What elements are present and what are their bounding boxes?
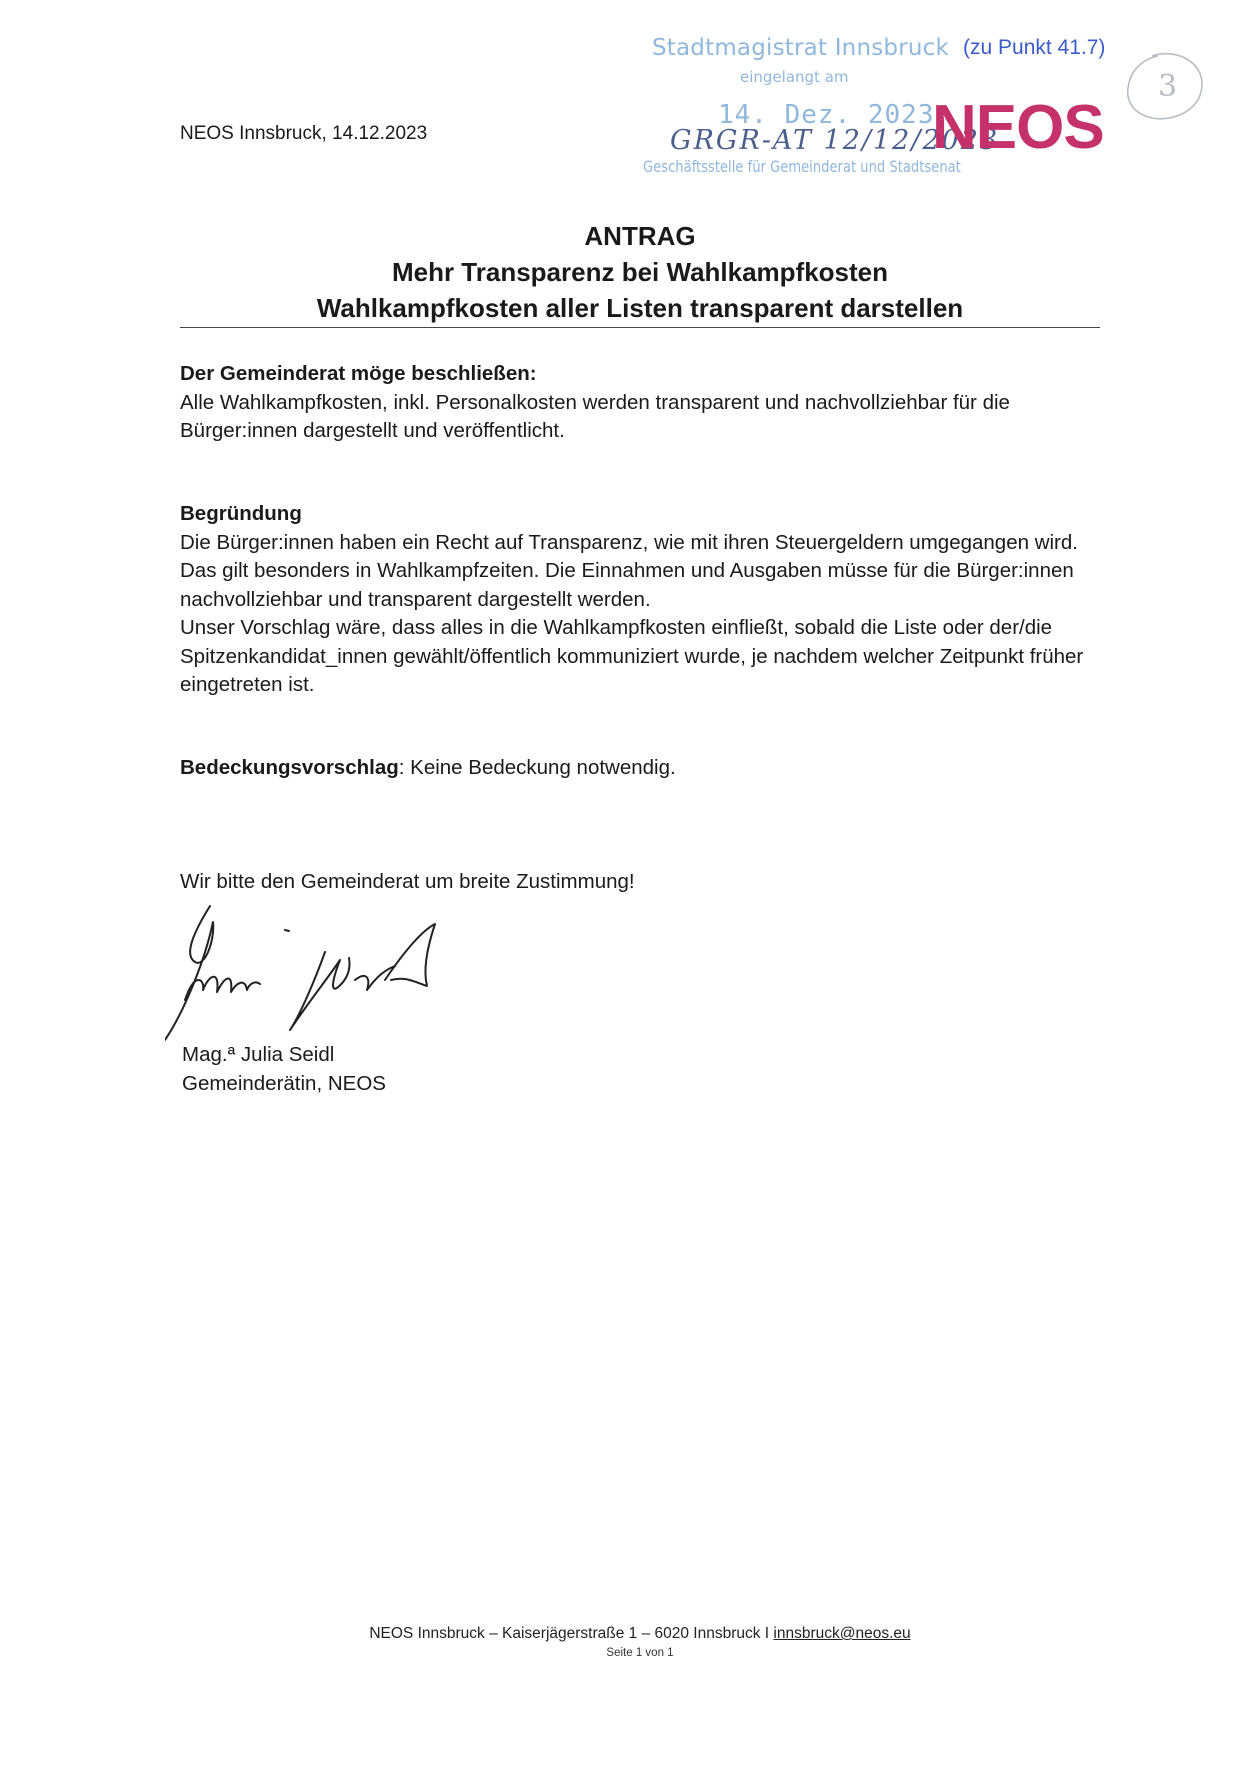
signer-role: Gemeinderätin, NEOS [182, 1072, 386, 1095]
signer-name: Mag.ª Julia Seidl [182, 1043, 335, 1066]
signature-icon [165, 900, 505, 1050]
title-divider [180, 327, 1100, 328]
stamp-organization: Stadtmagistrat Innsbruck [652, 35, 950, 61]
stamp-received-label: eingelangt am [740, 68, 849, 86]
page-number-mark: 3 [1158, 69, 1178, 104]
reasoning-section [180, 500, 1110, 700]
stamp-date: 14. Dez. 2023 [718, 100, 935, 130]
signer-block [182, 1040, 386, 1098]
agenda-reference: (zu Punkt 41.7) [963, 36, 1106, 59]
document-date: NEOS Innsbruck, 14.12.2023 [180, 123, 428, 144]
coverage-label: Bedeckungsvorschlag [180, 756, 399, 779]
motion-section [180, 360, 1110, 446]
reasoning-heading: Begründung [180, 502, 302, 525]
page-number-circle-icon [1122, 48, 1206, 126]
coverage-section [180, 754, 1110, 783]
neos-logo: NEOS [932, 93, 1104, 162]
title-line-2: Wahlkampfkosten aller Listen transparent darstellen [316, 293, 964, 323]
stamp-office: Geschäftsstelle für Gemeinderat und Stadtsenat [643, 157, 961, 176]
stamp-handwritten-reference: GRGR-AT 12/12/2023 [670, 125, 1000, 156]
document-type: ANTRAG [584, 221, 696, 251]
motion-heading: Der Gemeinderat möge beschließen: [180, 362, 537, 385]
page-number: Seite 1 von 1 [606, 1647, 674, 1659]
coverage-text: : Keine Bedeckung notwendig. [398, 756, 676, 779]
reasoning-paragraph-2: Unser Vorschlag wäre, dass alles in die Wahlkampfkosten einfließt, sobald die Liste oder der/die Spitzenkandidat_innen gewählt/öffentlich kommuniziert wurde, je nachdem welcher Zeitpunkt früher eingetreten ist. [180, 616, 1084, 696]
footer-address [180, 1625, 1100, 1643]
title-line-1: Mehr Transparenz bei Wahlkampfkosten [391, 257, 889, 287]
title-block [180, 218, 1100, 326]
footer-email-link[interactable]: innsbruck@neos.eu [773, 1625, 911, 1642]
closing-line: Wir bitte den Gemeinderat um breite Zustimmung! [180, 870, 635, 893]
footer-address-text: NEOS Innsbruck – Kaiserjägerstraße 1 – 6020 Innsbruck I [369, 1625, 774, 1642]
motion-text: Alle Wahlkampfkosten, inkl. Personalkosten werden transparent und nachvollziehbar für die Bürger:innen dargestellt und veröffentlicht. [180, 390, 1010, 442]
reasoning-paragraph-1: Die Bürger:innen haben ein Recht auf Transparenz, wie mit ihren Steuergeldern umgegangen wird. Das gilt besonders in Wahlkampfzeiten. Die Einnahmen und Ausgaben müsse für die Bürger:innen nachvollziehbar und transparent dargestellt werden. [180, 530, 1078, 611]
